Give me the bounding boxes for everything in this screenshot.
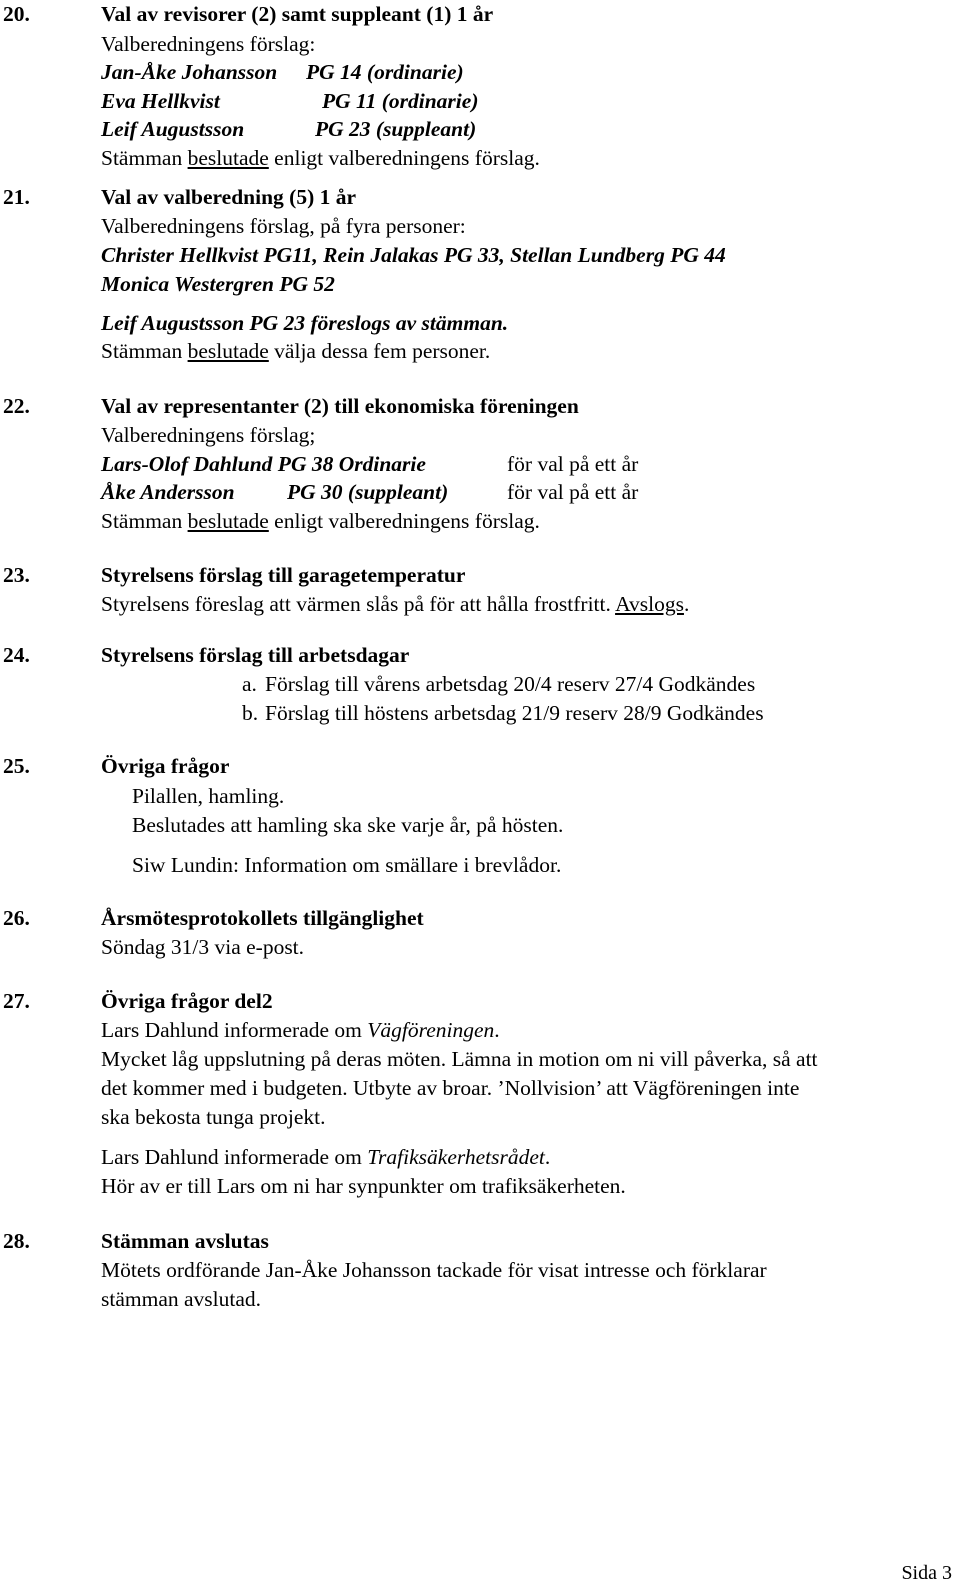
organization-name: Trafiksäkerhetsrådet <box>367 1145 545 1169</box>
decision-keyword: beslutade <box>187 146 269 170</box>
section-title-20: Val av revisorer (2) samt suppleant (1) 1 år <box>101 2 494 26</box>
section-title-21: Val av valberedning (5) 1 år <box>101 185 357 209</box>
proposal-label: Valberedningens förslag, på fyra personer: <box>101 214 466 238</box>
section-number-22: 22. <box>3 394 30 418</box>
section-number-21: 21. <box>3 185 30 209</box>
candidates-line: Monica Westergren PG 52 <box>101 272 335 296</box>
candidate-name: Lars-Olof Dahlund PG 38 Ordinarie <box>101 452 426 476</box>
candidate-name: Leif Augustsson <box>101 117 245 141</box>
section-number-26: 26. <box>3 906 30 930</box>
section-number-25: 25. <box>3 754 30 778</box>
organization-name: Vägföreningen <box>367 1018 495 1042</box>
candidate-term: för val på ett år <box>507 452 639 476</box>
section-text: Beslutades att hamling ska ske varje år, på hösten. <box>132 813 564 837</box>
text-suffix: . <box>494 1018 500 1042</box>
decision-keyword: Avslogs <box>615 592 684 616</box>
section-number-27: 27. <box>3 989 30 1013</box>
section-number-20: 20. <box>3 2 30 26</box>
candidate-name: Jan-Åke Johansson <box>101 60 278 84</box>
candidates-line: Christer Hellkvist PG11, Rein Jalakas PG 33, Stellan Lundberg PG 44 <box>101 243 726 267</box>
extra-nomination: Leif Augustsson PG 23 föreslogs av stämman. <box>101 311 509 335</box>
list-marker: b. <box>242 701 259 725</box>
section-text <box>101 594 689 616</box>
section-title-24: Styrelsens förslag till arbetsdagar <box>101 643 410 667</box>
decision-text <box>101 148 540 170</box>
text-suffix: . <box>683 592 690 616</box>
page-number: Sida 3 <box>901 1562 952 1584</box>
list-item: Förslag till vårens arbetsdag 20/4 reserv 27/4 Godkändes <box>265 672 756 696</box>
proposal-label: Valberedningens förslag; <box>101 423 316 447</box>
candidate-role: PG 14 (ordinarie) <box>306 60 464 84</box>
section-title-27: Övriga frågor del2 <box>101 989 273 1013</box>
section-number-23: 23. <box>3 563 30 587</box>
section-title-23: Styrelsens förslag till garagetemperatur <box>101 563 466 587</box>
decision-text <box>101 511 540 533</box>
decision-keyword: beslutade <box>187 509 269 533</box>
text-prefix: Lars Dahlund informerade om <box>101 1018 368 1042</box>
candidate-name: Åke Andersson <box>101 480 235 504</box>
candidate-role: PG 11 (ordinarie) <box>322 89 479 113</box>
section-title-28: Stämman avslutas <box>101 1229 269 1253</box>
section-text: Mötets ordförande Jan-Åke Johansson tackade för visat intresse och förklarar <box>101 1258 767 1282</box>
decision-prefix: Stämman <box>101 509 188 533</box>
candidate-role: PG 23 (suppleant) <box>315 117 477 141</box>
section-text: ska bekosta tunga projekt. <box>101 1105 326 1129</box>
section-text: Hör av er till Lars om ni har synpunkter om trafiksäkerheten. <box>101 1174 626 1198</box>
text-prefix: Lars Dahlund informerade om <box>101 1145 368 1169</box>
decision-prefix: Stämman <box>101 339 188 363</box>
decision-keyword: beslutade <box>187 339 269 363</box>
decision-suffix: enligt valberedningens förslag. <box>268 146 540 170</box>
section-title-26: Årsmötesprotokollets tillgänglighet <box>101 906 424 930</box>
text-prefix: Styrelsens föreslag att värmen slås på för att hålla frostfritt. <box>101 592 616 616</box>
text-suffix: . <box>544 1145 551 1169</box>
section-text: det kommer med i budgeten. Utbyte av broar. ’Nollvision’ att Vägföreningen inte <box>101 1076 800 1100</box>
list-item: Förslag till höstens arbetsdag 21/9 reserv 28/9 Godkändes <box>265 701 764 725</box>
section-number-24: 24. <box>3 643 30 667</box>
decision-suffix: enligt valberedningens förslag. <box>268 509 540 533</box>
section-text: stämman avslutad. <box>101 1287 262 1311</box>
candidate-name: Eva Hellkvist <box>101 89 220 113</box>
candidate-role: PG 30 (suppleant) <box>287 480 449 504</box>
section-title-25: Övriga frågor <box>101 754 230 778</box>
section-text <box>101 1020 500 1042</box>
section-number-28: 28. <box>3 1229 30 1253</box>
section-text: Siw Lundin: Information om smällare i brevlådor. <box>132 853 562 877</box>
section-text: Pilallen, hamling. <box>132 784 285 808</box>
list-marker: a. <box>242 672 257 696</box>
decision-suffix: välja dessa fem personer. <box>268 339 491 363</box>
proposal-label: Valberedningens förslag: <box>101 32 316 56</box>
candidate-term: för val på ett år <box>507 480 639 504</box>
section-text <box>101 1147 550 1169</box>
section-text: Mycket låg uppslutning på deras möten. Lämna in motion om ni vill påverka, så att <box>101 1047 818 1071</box>
section-text: Söndag 31/3 via e-post. <box>101 935 305 959</box>
decision-prefix: Stämman <box>101 146 188 170</box>
section-title-22: Val av representanter (2) till ekonomiska föreningen <box>101 394 579 418</box>
decision-text <box>101 341 490 363</box>
